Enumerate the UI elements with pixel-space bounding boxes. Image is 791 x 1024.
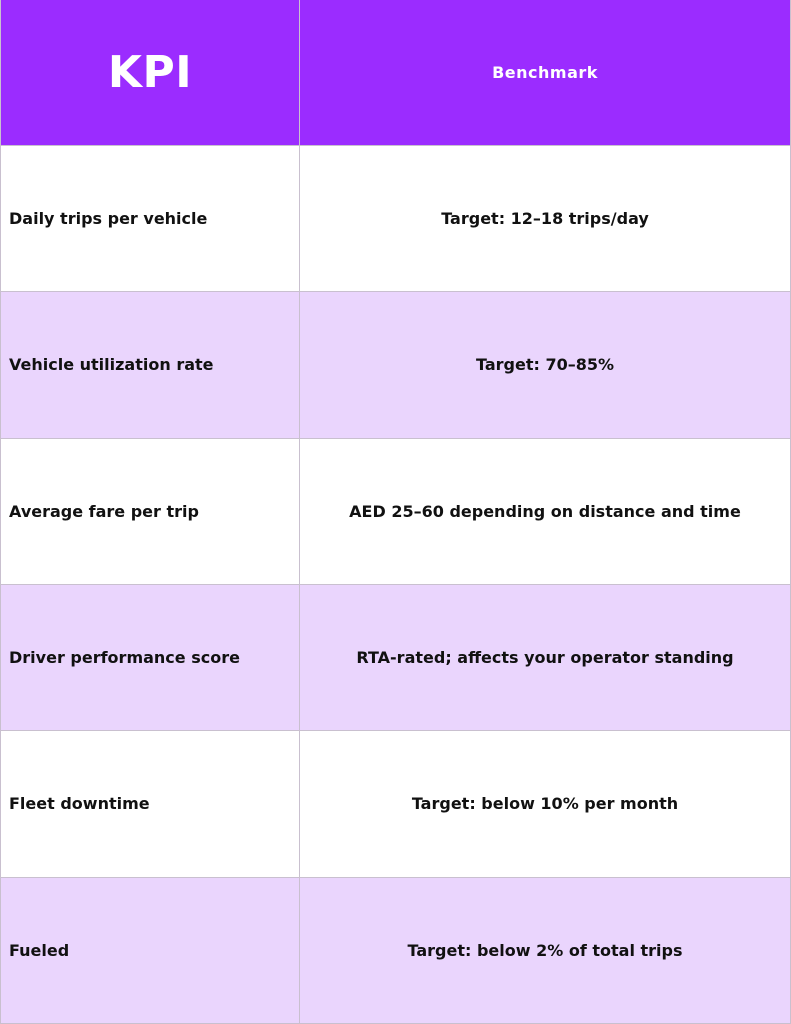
header-benchmark: Benchmark	[300, 0, 791, 146]
benchmark-average-fare: AED 25–60 depending on distance and time	[300, 439, 791, 585]
benchmark-fleet-downtime: Target: below 10% per month	[300, 731, 791, 877]
kpi-utilization: Vehicle utilization rate	[0, 292, 300, 438]
kpi-daily-trips: Daily trips per vehicle	[0, 146, 300, 292]
benchmark-daily-trips: Target: 12–18 trips/day	[300, 146, 791, 292]
kpi-fleet-downtime: Fleet downtime	[0, 731, 300, 877]
benchmark-driver-performance: RTA-rated; affects your operator standing	[300, 585, 791, 731]
kpi-driver-performance: Driver performance score	[0, 585, 300, 731]
header-kpi: KPI	[0, 0, 300, 146]
kpi-average-fare: Average fare per trip	[0, 439, 300, 585]
benchmark-fueled: Target: below 2% of total trips	[300, 878, 791, 1024]
benchmark-utilization: Target: 70–85%	[300, 292, 791, 438]
kpi-fueled: Fueled	[0, 878, 300, 1024]
